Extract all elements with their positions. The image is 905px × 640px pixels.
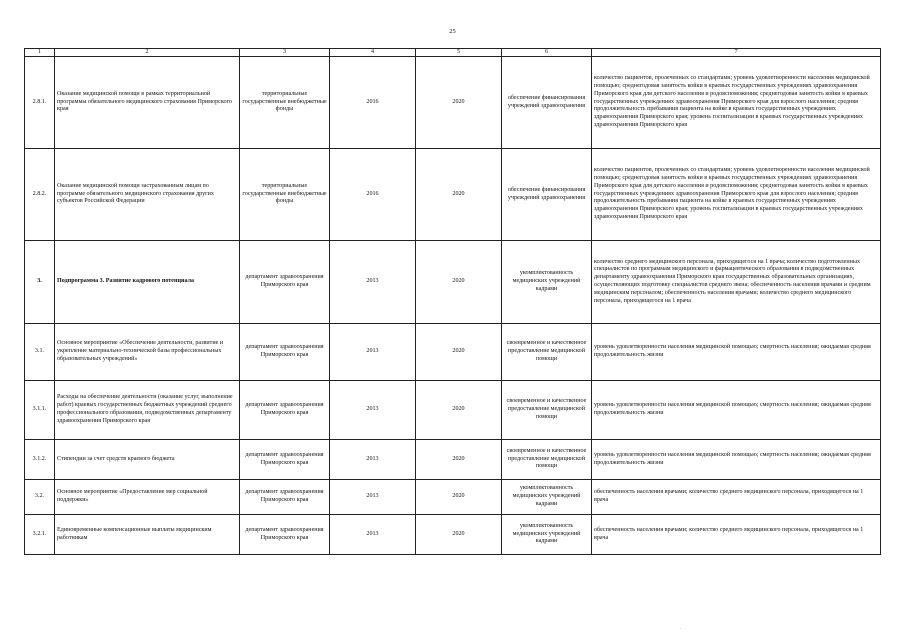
table-row <box>25 440 881 480</box>
indicators: обеспеченность населения врачами; количество среднего медицинского персонала, приходящегося на 1 врача <box>592 515 881 555</box>
end-year: 2020 <box>416 149 502 241</box>
start-year: 2013 <box>330 381 416 440</box>
table-row <box>25 57 881 149</box>
indicators: уровень удовлетворенности населения медицинской помощью; смертность населения; ожидаемая средняя продолжительность жизни <box>592 381 881 440</box>
end-year: 2020 <box>416 515 502 555</box>
executor: департамент здравоохранения Приморского края <box>240 480 330 515</box>
activity-name: Единовременные компенсационные выплаты медицинским работникам <box>55 515 240 555</box>
executor: территориальные государственные внебюджетные фонды <box>240 149 330 241</box>
start-year: 2016 <box>330 57 416 149</box>
table-row <box>25 480 881 515</box>
start-year: 2013 <box>330 515 416 555</box>
activity-name: Основное мероприятие «Предоставление мер социальной поддержки» <box>55 480 240 515</box>
row-number: 3.2. <box>25 480 55 515</box>
row-number: 3.1.1. <box>25 381 55 440</box>
table-row <box>25 149 881 241</box>
activity-name: Расходы на обеспечение деятельности (оказание услуг, выполнение работ) краевых государственных бюджетных учреждений среднего профессионального образования, подведомственных департаменту здравоохранения Приморского края <box>55 381 240 440</box>
header-cell: 2 <box>55 49 240 57</box>
expected-result: укомплектованность медицинских учреждений кадрами <box>502 515 592 555</box>
expected-result: своевременное и качественное предоставление медицинской помощи <box>502 381 592 440</box>
expected-result: обеспечение финансирования учреждений здравоохранения <box>502 57 592 149</box>
end-year: 2020 <box>416 480 502 515</box>
executor: департамент здравоохранения Приморского края <box>240 381 330 440</box>
expected-result: своевременное и качественное предоставление медицинской помощи <box>502 440 592 480</box>
activity-name: Оказание медицинской помощи застрахованным лицам по программе обязательного медицинского страхования других субъектов Российской Федерации <box>55 149 240 241</box>
start-year: 2013 <box>330 480 416 515</box>
end-year: 2020 <box>416 381 502 440</box>
executor: департамент здравоохранения Приморского края <box>240 241 330 324</box>
table-row <box>25 324 881 381</box>
header-cell: 4 <box>330 49 416 57</box>
activity-name: Оказание медицинской помощи в рамках территориальной программы обязательного медицинского страхования Приморского края <box>55 57 240 149</box>
indicators: количество пациентов, пролеченных со стандартами; уровень удовлетворенности населения медицинской помощью; среднегодовая занятость койки в краевых государственных учреждениях здравоохранения Приморского края для детского населения и родовспоможения; среднегодовая занятость койки в краевых государственных учреждениях здравоохранения Приморского края для взрослого населения; средняя продолжительность пребывания пациента на койке в краевых государственных учреждениях здравоохранения Приморского края; уровень госпитализации в краевых государственных учреждениях здравоохранения Приморского края <box>592 149 881 241</box>
start-year: 2013 <box>330 241 416 324</box>
start-year: 2013 <box>330 324 416 381</box>
table-row <box>25 241 881 324</box>
end-year: 2020 <box>416 241 502 324</box>
expected-result: обеспечение финансирования учреждений здравоохранения <box>502 149 592 241</box>
activity-name: Стипендии за счет средств краевого бюджета <box>55 440 240 480</box>
end-year: 2020 <box>416 440 502 480</box>
table-row <box>25 515 881 555</box>
row-number: 3.1.2. <box>25 440 55 480</box>
executor: территориальные государственные внебюджетные фонды <box>240 57 330 149</box>
table-row <box>25 381 881 440</box>
activity-name: Основное мероприятие «Обеспечение деятельности, развитие и укрепление материально-технической базы профессиональных образовательных учреждений» <box>55 324 240 381</box>
table-header-row <box>25 49 881 57</box>
scan-dot-mark: · <box>680 627 682 632</box>
indicators: уровень удовлетворенности населения медицинской помощью; смертность населения; ожидаемая средняя продолжительность жизни <box>592 324 881 381</box>
row-number: 2.8.2. <box>25 149 55 241</box>
expected-result: укомплектованность медицинских учреждений кадрами <box>502 241 592 324</box>
row-number: 2.8.1. <box>25 57 55 149</box>
header-cell: 7 <box>592 49 881 57</box>
page-number: 25 <box>449 28 456 35</box>
program-activities-table <box>24 48 881 555</box>
indicators: количество среднего медицинского персонала, приходящегося на 1 врача; количество подготовленных специалистов по программам медицинского и фармацевтического образования в подведомственных департаменту здравоохранения Приморского края государственных образовательных организациях, осуществляющих подготовку специалистов среднего звена; обеспеченность населения врачами и средним медицинским персоналом; обеспеченность населения врачами; количество среднего медицинского персонала, приходящегося на 1 врача <box>592 241 881 324</box>
executor: департамент здравоохранения Приморского края <box>240 324 330 381</box>
row-number: 3.2.1. <box>25 515 55 555</box>
start-year: 2016 <box>330 149 416 241</box>
indicators: обеспеченность населения врачами; количество среднего медицинского персонала, приходящегося на 1 врача <box>592 480 881 515</box>
expected-result: укомплектованность медицинских учреждений кадрами <box>502 480 592 515</box>
row-number: 3. <box>25 241 55 324</box>
header-cell: 5 <box>416 49 502 57</box>
indicators: количество пациентов, пролеченных со стандартами; уровень удовлетворенности населения медицинской помощью; среднегодовая занятость койки в краевых государственных учреждениях здравоохранения Приморского края для детского населения и родовспоможения; среднегодовая занятость койки в краевых государственных учреждениях здравоохранения Приморского края для взрослого населения; средняя продолжительность пребывания пациента на койке в краевых государственных учреждениях здравоохранения Приморского края; уровень госпитализации в краевых государственных учреждениях здравоохранения Приморского края <box>592 57 881 149</box>
executor: департамент здравоохранения Приморского края <box>240 440 330 480</box>
end-year: 2020 <box>416 57 502 149</box>
end-year: 2020 <box>416 324 502 381</box>
header-cell: 3 <box>240 49 330 57</box>
executor: департамент здравоохранения Приморского края <box>240 515 330 555</box>
header-cell: 6 <box>502 49 592 57</box>
start-year: 2013 <box>330 440 416 480</box>
indicators: уровень удовлетворенности населения медицинской помощью; смертность населения; ожидаемая средняя продолжительность жизни <box>592 440 881 480</box>
header-cell: 1 <box>25 49 55 57</box>
subprogram-name: Подпрограмма 3. Развитие кадрового потенциала <box>55 241 240 324</box>
expected-result: своевременное и качественное предоставление медицинской помощи <box>502 324 592 381</box>
row-number: 3.1. <box>25 324 55 381</box>
